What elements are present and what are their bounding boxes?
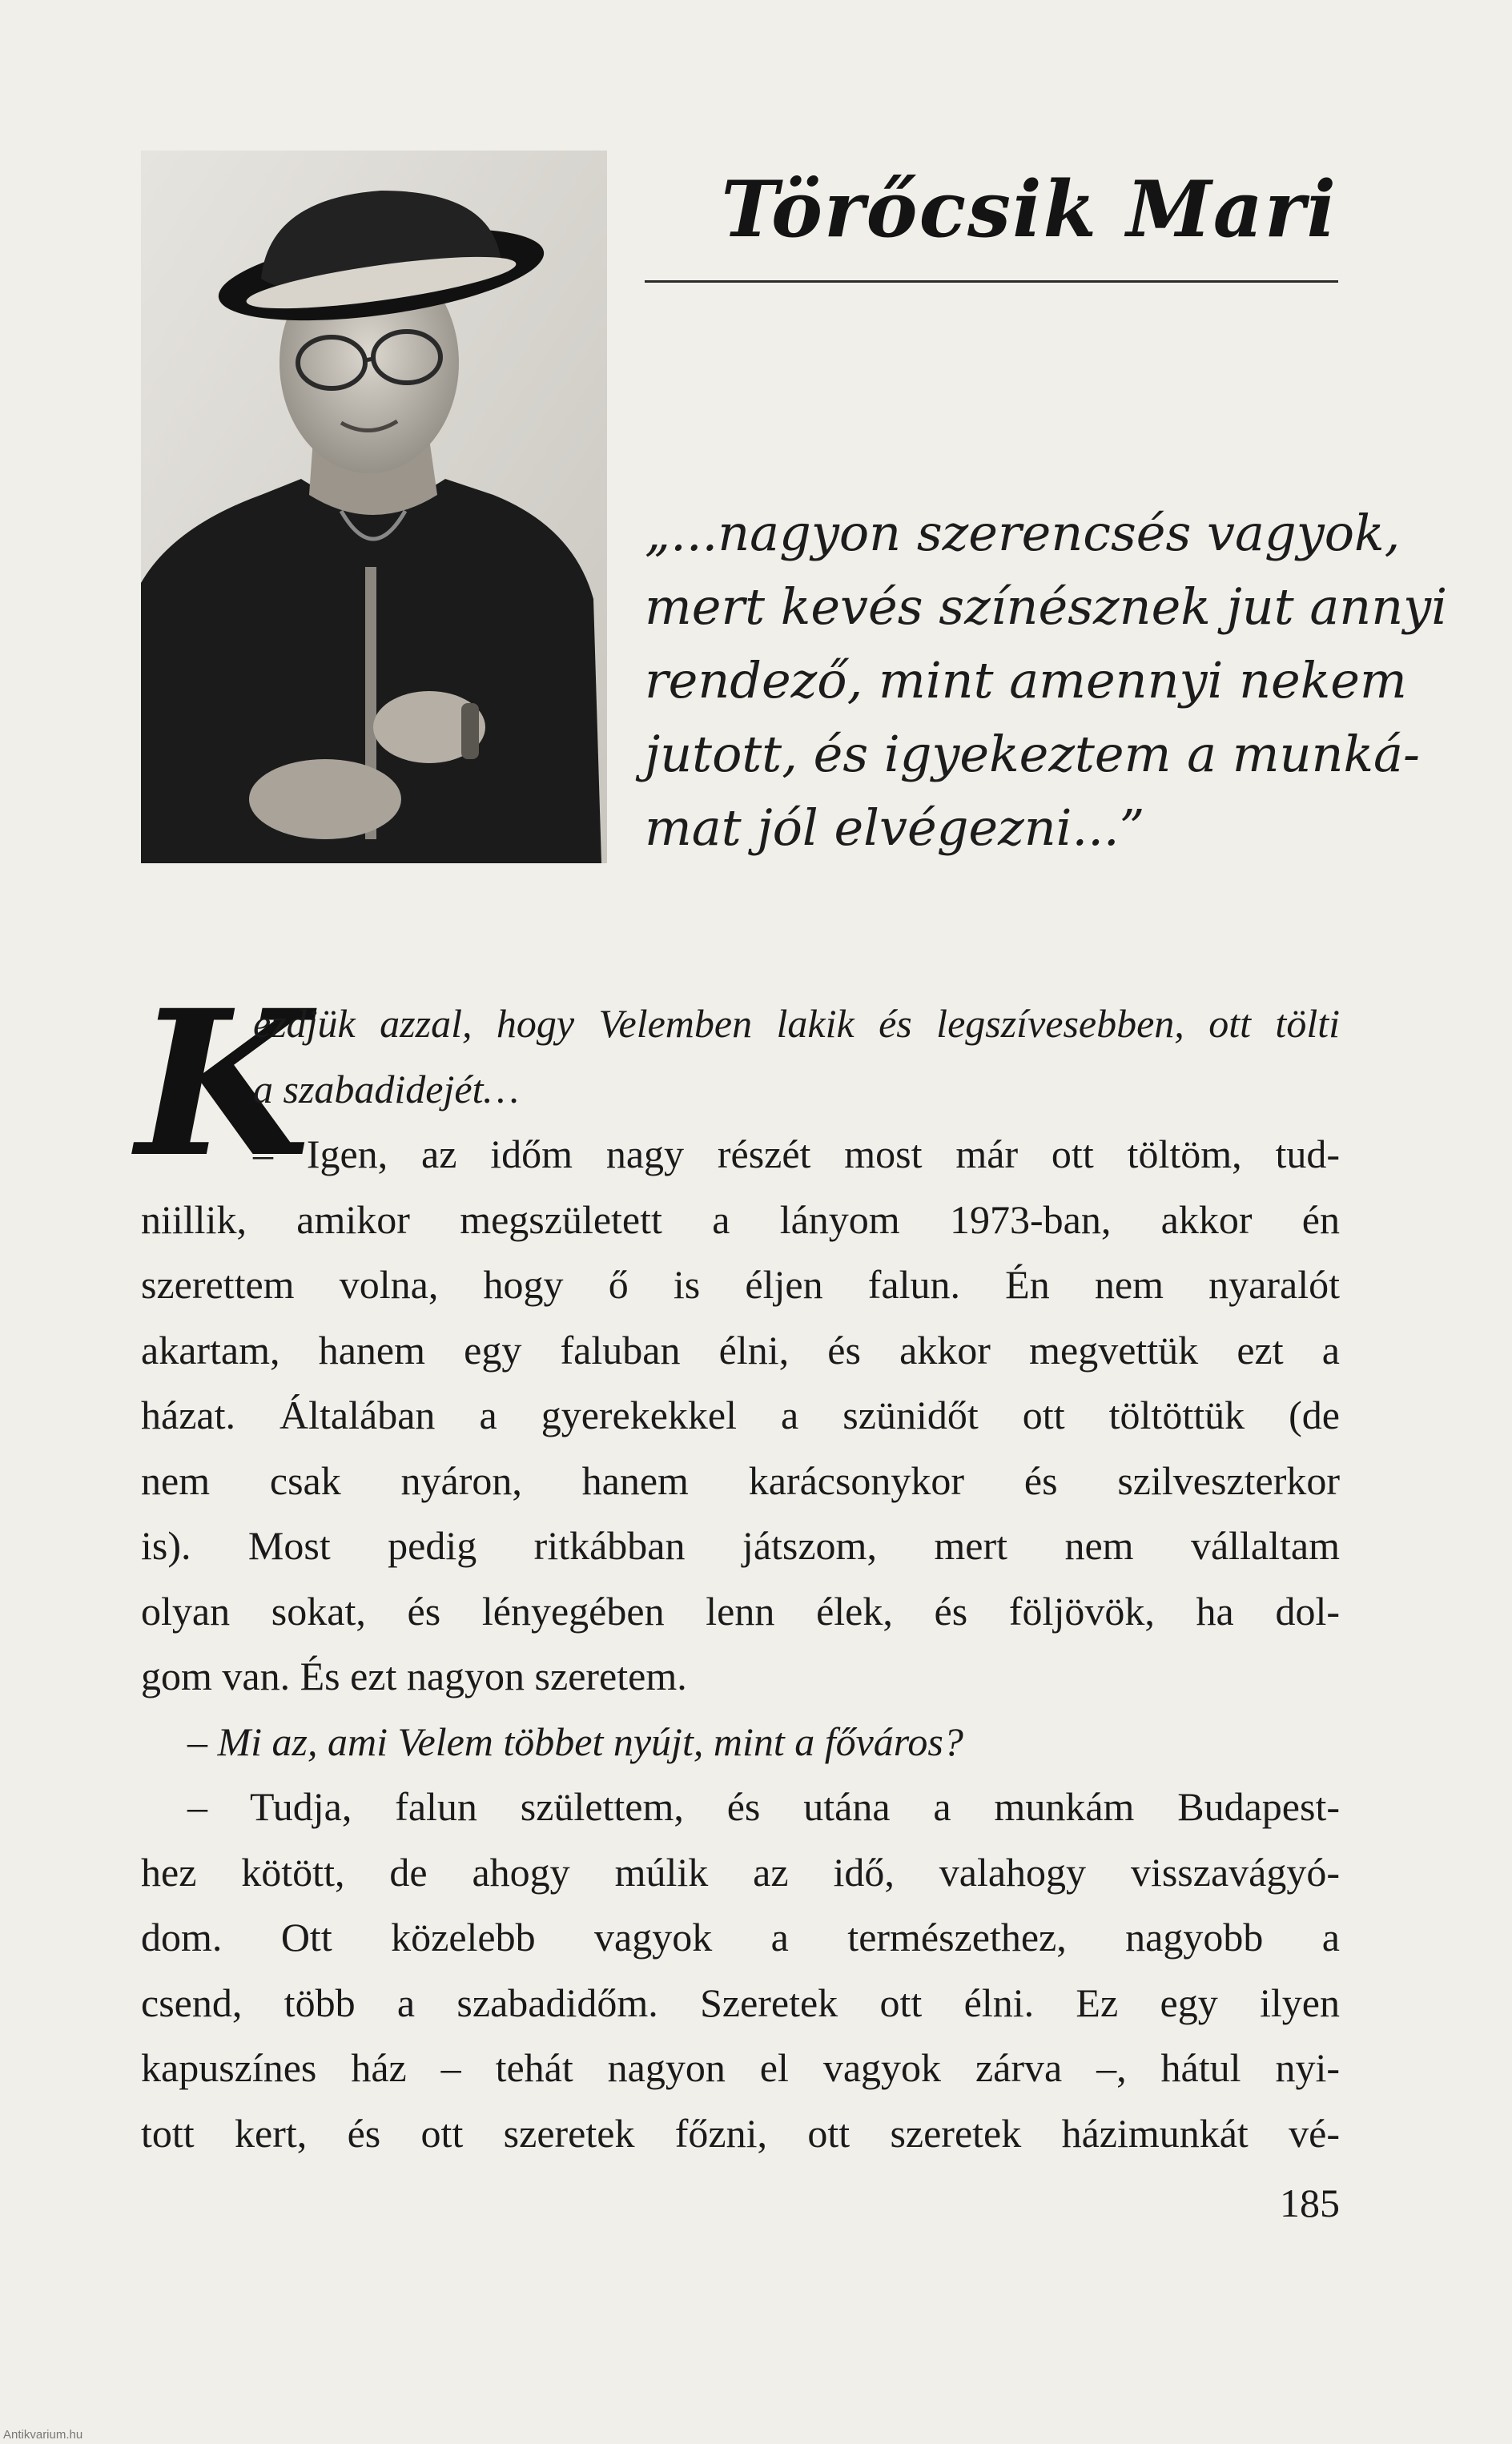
body-line: nem csak nyáron, hanem karácsonykor és szilveszterkor: [141, 1457, 1340, 1503]
body-line: – Tudja, falun születtem, és utána a munkám Budapest-: [187, 1784, 1340, 1829]
watermark-text: Antikvarium.hu: [3, 2428, 83, 2442]
body-line: a szabadidejét…: [253, 1066, 519, 1111]
body-line: gom van. És ezt nagyon szeretem.: [141, 1654, 687, 1698]
quote-line: „...nagyon szerencsés vagyok,: [645, 504, 1401, 562]
page-number: 185: [1280, 2181, 1340, 2225]
body-line: olyan sokat, és lényegében lenn élek, és följövök, ha dol-: [141, 1588, 1340, 1634]
body-line: házat. Általában a gyerekekkel a szünidőt ott töltöttük (de: [141, 1393, 1340, 1437]
interview-question: – Mi az, ami Velem többet nyújt, mint a főváros?: [187, 1718, 963, 1764]
body-line: is). Most pedig ritkábban játszom, mert nem vállaltam: [141, 1523, 1340, 1568]
body-line: – Igen, az időm nagy részét most már ott töltöm, tud-: [253, 1132, 1340, 1176]
quote-line: jutott, és igyekeztem a munká-: [645, 725, 1420, 783]
body-line: kapuszínes ház – tehát nagyon el vagyok zárva –, hátul nyi-: [141, 2045, 1340, 2090]
body-line: dom. Ott közelebb vagyok a természethez, nagyobb a: [141, 1915, 1340, 1960]
page-title: Törőcsik Mari: [721, 164, 1337, 255]
body-line: niillik, amikor megszületett a lányom 1973-ban, akkor én: [141, 1196, 1340, 1242]
article-body: [141, 991, 1340, 2166]
drop-cap: K: [136, 966, 311, 1201]
body-line: hez kötött, de ahogy múlik az idő, valahogy visszavágyó-: [141, 1849, 1340, 1895]
quote-line: mert kevés színésznek jut annyi: [645, 577, 1448, 636]
body-line: akartam, hanem egy faluban élni, és akkor megvettük ezt a: [141, 1327, 1340, 1373]
pull-quote: [645, 496, 1448, 865]
body-line: szerettem volna, hogy ő is éljen falun. Én nem nyaralót: [141, 1262, 1340, 1307]
body-line: csend, több a szabadidőm. Szeretek ott élni. Ez egy ilyen: [141, 1980, 1340, 2025]
portrait-photo-icon: [141, 151, 607, 863]
quote-line: rendező, mint amennyi nekem: [645, 651, 1407, 709]
title-underline: [645, 280, 1338, 283]
body-line: tott kert, és ott szeretek főzni, ott szeretek házimunkát vé-: [141, 2110, 1340, 2156]
portrait-photo: [141, 151, 607, 863]
quote-line: mat jól elvégezni...”: [645, 798, 1145, 857]
body-line: ezdjük azzal, hogy Velemben lakik és legszívesebben, ott tölti: [253, 1001, 1340, 1046]
